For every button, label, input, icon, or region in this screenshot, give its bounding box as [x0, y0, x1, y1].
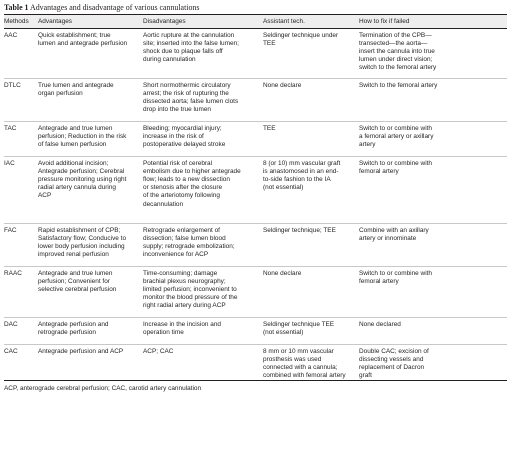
- cell-line: Double CAC; excision of: [359, 347, 429, 355]
- method-cell: [4, 157, 38, 224]
- fix-cell: [359, 157, 507, 224]
- cell-line: ACP; CAC: [143, 347, 174, 355]
- cell-line: TAC: [4, 124, 17, 132]
- assistant-tech-cell: [263, 79, 359, 122]
- cell-line: embolism due to higher antegrade: [143, 167, 241, 175]
- advantages-cell: [38, 157, 143, 224]
- fix-cell: [359, 267, 507, 318]
- method-cell: [4, 79, 38, 122]
- cell-line: selective cerebral perfusion: [38, 285, 117, 293]
- table-row: [4, 267, 507, 318]
- cell-line: perfusion; Convenient for: [38, 277, 110, 285]
- cell-line: Bleeding; myocardial injury;: [143, 124, 222, 132]
- cell-line: Switch to or combine with: [359, 124, 432, 132]
- cell-line: radial artery cannula during: [38, 184, 117, 192]
- cell-line: CAC: [4, 347, 18, 355]
- assistant-tech-cell: [263, 224, 359, 267]
- fix-cell: [359, 29, 507, 79]
- table-footnote: ACP, anterograde cerebral perfusion; CAC, carotid artery cannulation: [4, 385, 202, 393]
- table-row: [4, 79, 507, 122]
- cell-line: Switch to the femoral artery: [359, 81, 438, 89]
- cell-line: DAC: [4, 320, 18, 328]
- header-how-to-fix: How to fix if failed: [359, 17, 410, 25]
- cell-line: perfusion; Reduction in the risk: [38, 132, 127, 140]
- cell-line: lumen and antegrade perfusion: [38, 39, 128, 47]
- method-cell: [4, 122, 38, 157]
- table-row: [4, 157, 507, 224]
- fix-cell: [359, 224, 507, 267]
- cell-line: inconvenience for ACP: [143, 251, 209, 259]
- fix-cell: [359, 345, 507, 381]
- table-caption: Advantages and disadvantage of various cannulations: [30, 3, 200, 12]
- cell-line: Time-consuming; damage: [143, 269, 218, 277]
- table-row: [4, 29, 507, 79]
- cell-line: shock due to plaque falls off: [143, 47, 223, 55]
- cell-line: Avoid additional incision;: [38, 159, 109, 167]
- cell-line: brachial plexus neurography;: [143, 277, 226, 285]
- cell-line: operation time: [143, 328, 184, 336]
- cell-line: Antegrade perfusion and ACP: [38, 347, 124, 355]
- cell-line: femoral artery: [359, 277, 399, 285]
- cell-line: Short normothermic circulatory: [143, 81, 231, 89]
- disadvantages-cell: [143, 29, 263, 79]
- cell-line: TEE: [263, 124, 276, 132]
- disadvantages-cell: [143, 224, 263, 267]
- cell-line: artery: [359, 140, 376, 148]
- cell-line: Retrograde enlargement of: [143, 226, 220, 234]
- table-row: [4, 345, 507, 381]
- cell-line: pressure monitoring using right: [38, 175, 127, 183]
- cell-line: of false lumen perfusion: [38, 140, 107, 148]
- document-page: [4, 3, 507, 451]
- cell-line: postoperative delayed stroke: [143, 140, 226, 148]
- cell-line: limited perfusion; inconvenient to: [143, 285, 237, 293]
- cell-line: artery or innominate: [359, 234, 417, 242]
- cell-line: retrograde perfusion: [38, 328, 96, 336]
- disadvantages-cell: [143, 122, 263, 157]
- cell-line: Satisfactory flow; Conducive to: [38, 234, 127, 242]
- cell-line: Switch to or combine with: [359, 159, 432, 167]
- assistant-tech-cell: [263, 122, 359, 157]
- method-cell: [4, 267, 38, 318]
- cell-line: insert the cannula into true: [359, 47, 435, 55]
- cell-line: Antegrade perfusion; Cerebral: [38, 167, 125, 175]
- cell-line: Switch to or combine with: [359, 269, 432, 277]
- cell-line: graft: [359, 372, 372, 380]
- cell-line: to-side fashion to the IA: [263, 175, 331, 183]
- advantages-cell: [38, 318, 143, 345]
- disadvantages-cell: [143, 318, 263, 345]
- cell-line: during cannulation: [143, 56, 196, 64]
- fix-cell: [359, 122, 507, 157]
- cell-line: Antegrade and true lumen: [38, 124, 113, 132]
- cell-line: Potential risk of cerebral: [143, 159, 213, 167]
- cell-line: switch to the femoral artery: [359, 64, 437, 72]
- cell-line: organ perfusion: [38, 89, 83, 97]
- cell-line: Seldinger technique TEE: [263, 320, 335, 328]
- cell-line: decannulation: [143, 200, 184, 208]
- cell-line: dissected aorta; false lumen clots: [143, 97, 239, 105]
- cell-line: None declared: [359, 320, 401, 328]
- cell-line: of the arteriotomy following: [143, 192, 220, 200]
- cannulation-table: [4, 14, 507, 381]
- header-assistant-tech: Assistant tech.: [263, 17, 305, 25]
- cell-line: monitor the blood pressure of the: [143, 294, 238, 302]
- cell-line: arrest; the risk of rupturing the: [143, 89, 229, 97]
- cell-line: transected—the aorta—: [359, 39, 428, 47]
- assistant-tech-cell: [263, 267, 359, 318]
- cell-line: FAC: [4, 226, 17, 234]
- disadvantages-cell: [143, 267, 263, 318]
- assistant-tech-cell: [263, 318, 359, 345]
- cell-line: True lumen and antegrade: [38, 81, 114, 89]
- header-advantages: Advantages: [38, 17, 73, 25]
- assistant-tech-cell: [263, 345, 359, 381]
- advantages-cell: [38, 29, 143, 79]
- method-cell: [4, 345, 38, 381]
- cell-line: (not essential): [263, 184, 304, 192]
- fix-cell: [359, 79, 507, 122]
- cell-line: connected with a cannula;: [263, 363, 338, 371]
- cell-line: is anastomosed in an end-: [263, 167, 339, 175]
- cell-line: None declare: [263, 81, 302, 89]
- cell-line: Seldinger technique under: [263, 31, 339, 39]
- cell-line: Combine with an axillary: [359, 226, 429, 234]
- cell-line: combined with femoral artery: [263, 372, 346, 380]
- cell-line: supply; retrograde embolization;: [143, 242, 235, 250]
- cell-line: flow; leads to a new dissection: [143, 175, 230, 183]
- cell-line: a femoral artery or axillary: [359, 132, 434, 140]
- cell-line: lumen under direct vision;: [359, 56, 433, 64]
- cell-line: or stenosis after the closure: [143, 184, 223, 192]
- cell-line: None declare: [263, 269, 302, 277]
- header-methods: Methods: [4, 17, 29, 25]
- method-cell: [4, 318, 38, 345]
- cell-line: lower body perfusion including: [38, 242, 125, 250]
- cell-line: dissection; false lumen blood: [143, 234, 226, 242]
- table-row: [4, 224, 507, 267]
- cell-line: right radial artery during ACP: [143, 302, 226, 310]
- cell-line: Termination of the CPB—: [359, 31, 432, 39]
- advantages-cell: [38, 79, 143, 122]
- table-row: [4, 122, 507, 157]
- cell-line: femoral artery: [359, 167, 399, 175]
- cell-line: 8 (or 10) mm vascular graft: [263, 159, 341, 167]
- advantages-cell: [38, 224, 143, 267]
- header-disadvantages: Disadvantages: [143, 17, 186, 25]
- disadvantages-cell: [143, 157, 263, 224]
- method-cell: [4, 224, 38, 267]
- advantages-cell: [38, 267, 143, 318]
- table-number: Table 1: [4, 3, 29, 12]
- cell-line: Antegrade perfusion and: [38, 320, 109, 328]
- cell-line: Quick establishment; true: [38, 31, 111, 39]
- cell-line: DTLC: [4, 81, 21, 89]
- cell-line: TEE: [263, 39, 276, 47]
- cell-line: Antegrade and true lumen: [38, 269, 113, 277]
- cell-line: dissecting vessels and: [359, 355, 424, 363]
- table-row: [4, 318, 507, 345]
- advantages-cell: [38, 122, 143, 157]
- cell-line: 8 mm or 10 mm vascular: [263, 347, 334, 355]
- table-header-row: [4, 15, 507, 29]
- cell-line: prosthesis was used: [263, 355, 322, 363]
- cell-line: Aortic rupture at the cannulation: [143, 31, 235, 39]
- cell-line: Increase in the incision and: [143, 320, 222, 328]
- disadvantages-cell: [143, 345, 263, 381]
- cell-line: Rapid establishment of CPB;: [38, 226, 121, 234]
- cell-line: IAC: [4, 159, 15, 167]
- cell-line: Seldinger technique; TEE: [263, 226, 336, 234]
- cell-line: AAC: [4, 31, 18, 39]
- disadvantages-cell: [143, 79, 263, 122]
- cell-line: (not essential): [263, 328, 304, 336]
- cell-line: improved renal perfusion: [38, 251, 109, 259]
- cell-line: site; inserted into the false lumen;: [143, 39, 239, 47]
- assistant-tech-cell: [263, 157, 359, 224]
- advantages-cell: [38, 345, 143, 381]
- cell-line: RAAC: [4, 269, 22, 277]
- method-cell: [4, 29, 38, 79]
- cell-line: ACP: [38, 192, 52, 200]
- cell-line: drop into the true lumen: [143, 106, 211, 114]
- table-title: [4, 3, 507, 13]
- fix-cell: [359, 318, 507, 345]
- cell-line: increase in the risk of: [143, 132, 204, 140]
- cell-line: replacement of Dacron: [359, 363, 425, 371]
- assistant-tech-cell: [263, 29, 359, 79]
- table-body: [4, 29, 507, 381]
